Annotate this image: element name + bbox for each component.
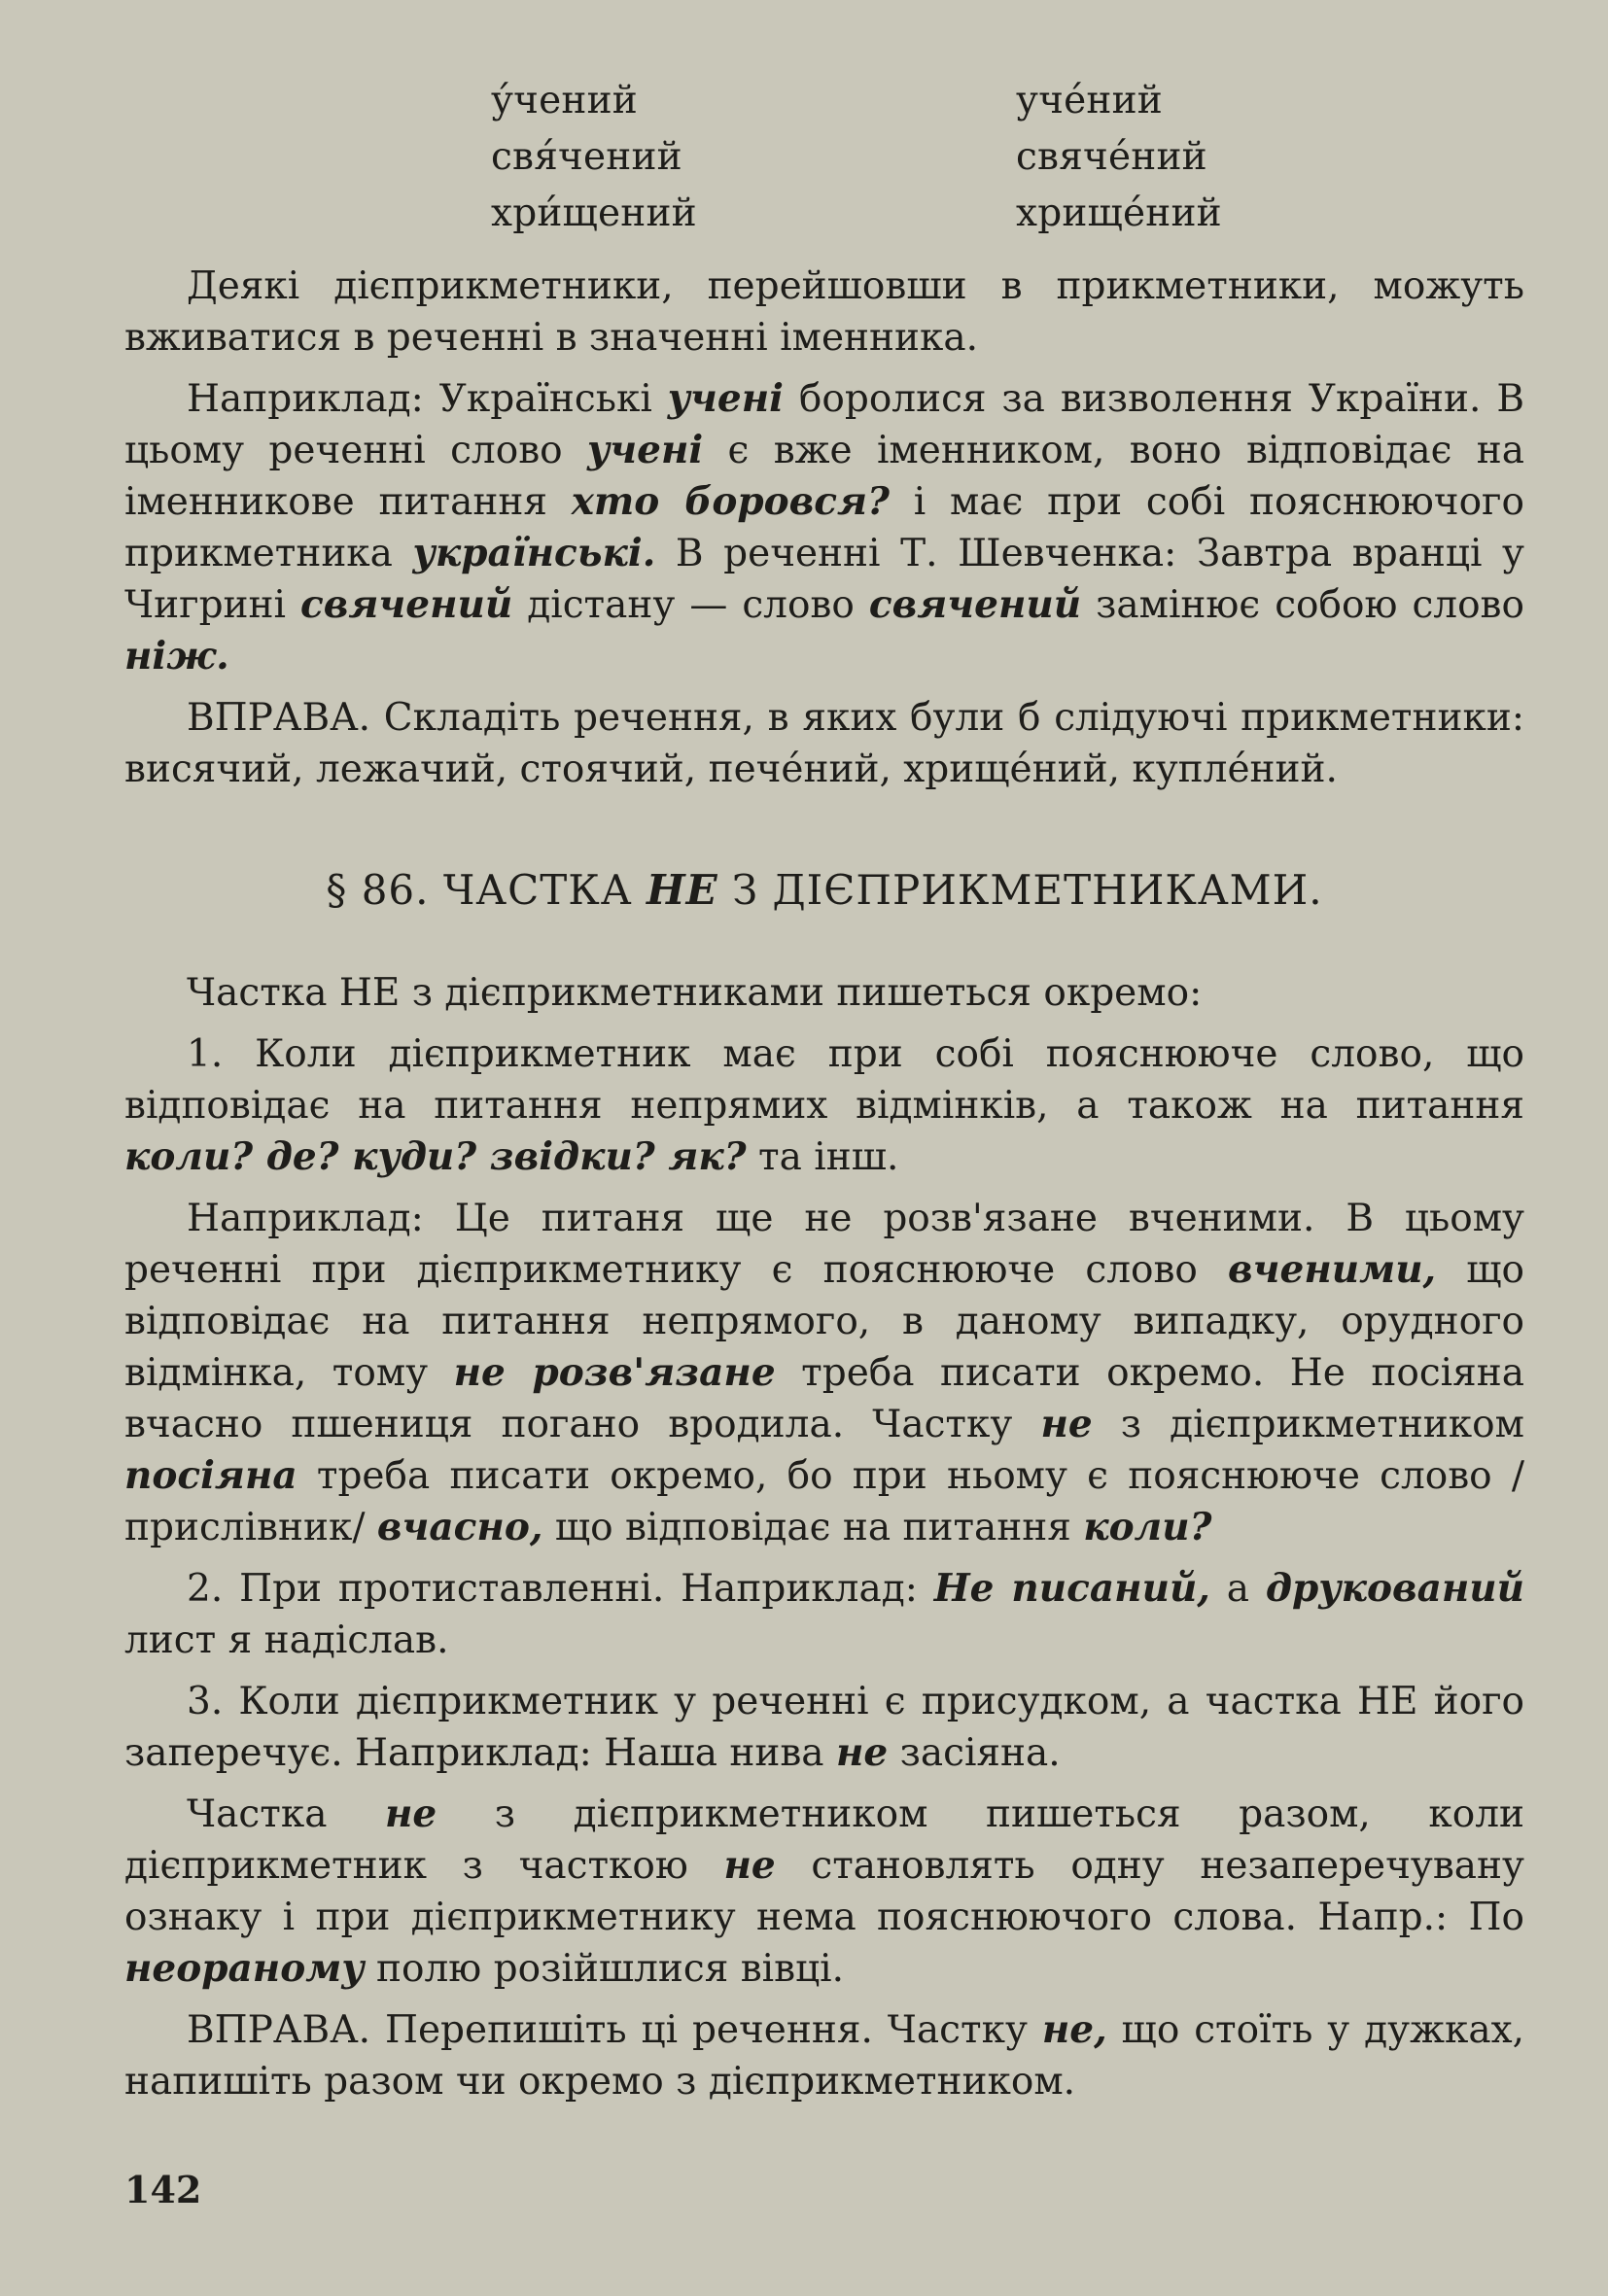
rule-1: 1. Коли дієприкметник має при собі пояснююче слово, що відповідає на питання непрямих відмінків, а також на питання коли? де? куди? звідки? як? та інш. <box>124 1032 1524 1179</box>
stress-word-pairs <box>491 76 1366 239</box>
word-left-3: хри́щений <box>491 191 697 235</box>
paragraph-1: Деякі дієприкметники, перейшовши в прикметники, можуть вживатися в реченні в значенні іменника. <box>124 264 1524 360</box>
word-left-2: свя́чений <box>491 135 682 179</box>
rule-2: 2. При протиставленні. Наприклад: Не писаний, а друкований лист я надіслав. <box>124 1566 1525 1662</box>
paragraph-joined-spelling: Частка не з дієприкметником пишеться разом, коли дієприкметник з часткою не становлять одну незаперечувану ознаку і при дієприкметнику нема пояснюючого слова. Напр.: По неораному полю розійшлися вівці. <box>124 1792 1525 1991</box>
lower-text <box>124 967 1524 2117</box>
word-right-2: свяче́ний <box>1016 135 1207 179</box>
word-left-1: у́чений <box>491 79 638 122</box>
rule-3: 3. Коли дієприкметник у реченні є присудком, а частка НЕ його заперечує. Наприклад: Наша нива не засіяна. <box>124 1680 1524 1775</box>
page-number: 142 <box>124 2168 202 2211</box>
exercise-1: ВПРАВА. Складіть речення, в яких були б слідуючі прикметники: висячий, лежачий, стоячий, пече́ний, хрище́ний, купле́ний. <box>124 696 1524 791</box>
section-heading: § 86. ЧАСТКА НЕ З ДІЄПРИКМЕТНИКАМИ. <box>326 866 1323 914</box>
paragraph-2: Наприклад: Українські учені боролися за визволення України. В цьому реченні слово учені є вже іменником, воно відповідає на іменникове питання хто боровся? і має при собі пояснюючого прикметника українські. В реченні Т. Шевченка: Завтра вранці у Чигрині свячений дістану — слово свячений замінює собою слово ніж. <box>124 376 1524 678</box>
word-right-1: уче́ний <box>1016 79 1163 122</box>
upper-text <box>124 261 1524 805</box>
paragraph-rule-intro: Частка НЕ з дієприкметниками пишеться окремо: <box>187 971 1203 1015</box>
exercise-2: ВПРАВА. Перепишіть ці речення. Частку не, що стоїть у дужках, напишіть разом чи окремо з дієприкметником. <box>124 2007 1524 2104</box>
word-right-3: хрище́ний <box>1016 191 1222 235</box>
rule-1-example: Наприклад: Це питаня ще не розв'язане вченими. В цьому реченні при дієприкметнику є пояснююче слово вченими, що відповідає на питання непрямого, в даному випадку, орудного відмінка, тому не розв'язане треба писати окремо. Не посіяна вчасно пшениця погано вродила. Частку не з дієприкметником посіяна треба писати окремо, бо при ньому є пояснююче слово /прислівник/ вчасно, що відповідає на питання коли? <box>124 1197 1524 1549</box>
